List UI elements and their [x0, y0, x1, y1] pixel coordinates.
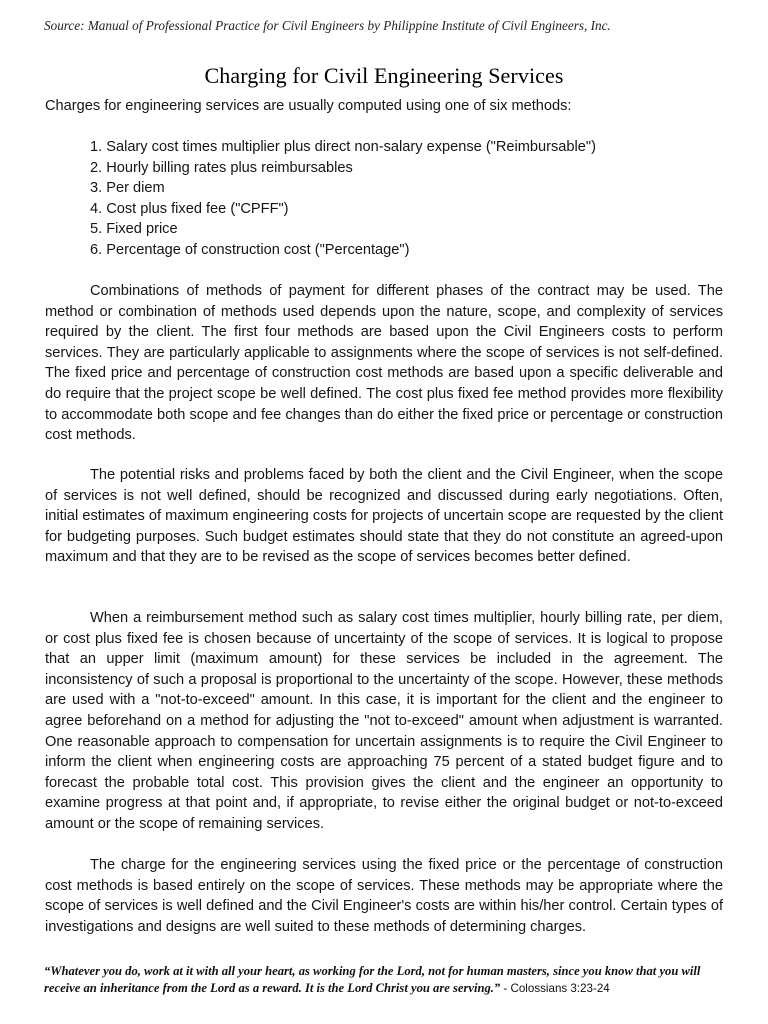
method-item: 3. Per diem	[90, 180, 165, 197]
method-item: 6. Percentage of construction cost ("Percentage")	[90, 241, 410, 258]
paragraph-risks: The potential risks and problems faced by both the client and the Civil Engineer, when the scope of services is not well defined, should be recognized and discussed during early negotiations. Often, initial estimates of maximum engineering costs for projects of uncertain scope are requested by the client for budgeting purposes. Such budget estimates should state that they do not constitute an agreed-upon maximum and that they are to be revised as the scope of services becomes better defined.	[45, 467, 723, 566]
method-item: 4. Cost plus fixed fee ("CPFF")	[90, 200, 289, 217]
paragraph-reimbursement: When a reimbursement method such as salary cost times multiplier, hourly billing rate, per diem, or cost plus fixed fee is chosen because of uncertainty of the scope of services. It is logical to propose that an upper limit (maximum amount) for these services be included in the agreement. The inconsistency of such a proposal is proportional to the uncertainty of the scope. However, these methods are used with a "not-to-exceed" amount. In this case, it is important for the client and the engineer to agree beforehand on a method for adjusting the "not to-exceed" amount when adjustment is warranted. One reasonable approach to compensation for uncertain assignments is to require the Civil Engineer to inform the client when engineering costs are approaching 75 percent of a stated budget figure and to forecast the probable total cost. This provision gives the client and the engineer an opportunity to examine progress at that point and, if appropriate, to revise either the original budget or not-to-exceed amount or the scope of remaining services.	[45, 610, 723, 832]
method-item: 1. Salary cost times multiplier plus direct non-salary expense ("Reimbursable")	[90, 139, 596, 155]
footer-reference: - Colossians 3:23-24	[500, 981, 610, 995]
intro-sentence: Charges for engineering services are usually computed using one of six methods:	[45, 98, 572, 114]
footer-quote-block	[44, 963, 734, 997]
method-item: 2. Hourly billing rates plus reimbursables	[90, 159, 353, 176]
methods-list	[90, 137, 596, 261]
footer-quote: “Whatever you do, work at it with all your heart, as working for the Lord, not for human masters, since you know that you will receive an inheritance from the Lord as a reward. It is the Lord Christ you are serving.”	[44, 964, 701, 995]
paragraph-fixed-price: The charge for the engineering services using the fixed price or the percentage of construction cost methods is based entirely on the scope of services. These methods may be appropriate where the scope of services is well defined and the Civil Engineer's costs are within his/her control. Certain types of investigations and designs are well suited to these methods of determining charges.	[45, 857, 723, 935]
page-title: Charging for Civil Engineering Services	[204, 62, 564, 88]
source-citation: Source: Manual of Professional Practice for Civil Engineers by Philippine Institute of Civil Engineers, Inc.	[44, 18, 611, 33]
paragraph-combinations: Combinations of methods of payment for different phases of the contract may be used. The method or combination of methods used depends upon the nature, scope, and complexity of services required by the client. The first four methods are based upon the Civil Engineers costs to perform services. They are particularly applicable to assignments where the scope of services is not self-defined. The fixed price and percentage of construction cost methods are based upon a specific deliverable and do require that the project scope be well defined. The cost plus fixed fee method provides more flexibility to accommodate both scope and fee changes than do either the fixed price or percentage or construction cost methods.	[45, 283, 723, 444]
method-item: 5. Fixed price	[90, 221, 178, 238]
